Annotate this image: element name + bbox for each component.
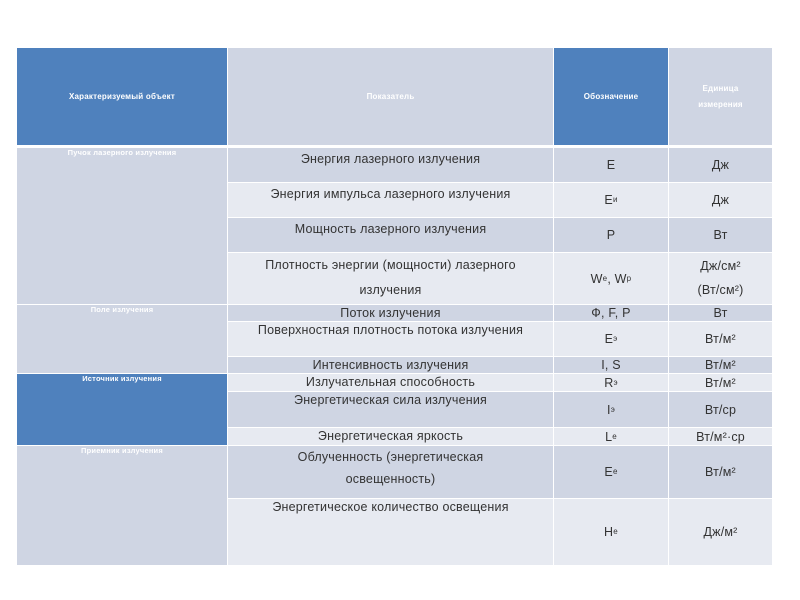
row-unit: Дж/м²: [669, 499, 772, 565]
header-indicator: Показатель: [228, 48, 553, 145]
header-separator: [17, 145, 772, 148]
row-symbol: R э: [554, 374, 668, 391]
row-symbol: Ф, F, P: [554, 305, 668, 321]
row-unit: Дж: [669, 183, 772, 217]
object-receiver: Приемник излучения: [17, 446, 227, 565]
row-indicator: Облученность (энергетическая освещенность): [228, 446, 553, 498]
header-object: Характеризуемый объект: [17, 48, 227, 145]
row-unit: Вт: [669, 305, 772, 321]
row-unit: Вт/м²: [669, 357, 772, 373]
row-unit: Вт/м²·ср: [669, 428, 772, 445]
row-symbol: W e , W p: [554, 253, 668, 304]
row-symbol: I э: [554, 392, 668, 427]
row-symbol: L e: [554, 428, 668, 445]
object-beam: Пучок лазерного излучения: [17, 148, 227, 304]
row-symbol: E: [554, 148, 668, 182]
row-indicator: Энергия импульса лазерного излучения: [228, 183, 553, 217]
row-unit: Вт/м²: [669, 374, 772, 391]
row-symbol: H e: [554, 499, 668, 565]
header-symbol: Обозначение: [554, 48, 668, 145]
row-indicator: Поток излучения: [228, 305, 553, 321]
row-symbol: E и: [554, 183, 668, 217]
row-unit: Дж/см² (Вт/см²): [669, 253, 772, 304]
row-indicator: Интенсивность излучения: [228, 357, 553, 373]
row-unit: Вт/ср: [669, 392, 772, 427]
header-unit: Единица измерения: [669, 48, 772, 145]
object-source: Источник излучения: [17, 374, 227, 445]
row-unit: Дж: [669, 148, 772, 182]
indicators-table: [17, 48, 772, 565]
row-indicator: Плотность энергии (мощности) лазерного излучения: [228, 253, 553, 304]
row-symbol: E э: [554, 322, 668, 356]
row-unit: Вт/м²: [669, 322, 772, 356]
row-unit: Вт/м²: [669, 446, 772, 498]
row-symbol: I, S: [554, 357, 668, 373]
row-indicator: Энергетическая яркость: [228, 428, 553, 445]
row-indicator: Энергетическое количество освещения: [228, 499, 553, 565]
row-indicator: Излучательная способность: [228, 374, 553, 391]
row-indicator: Энергетическая сила излучения: [228, 392, 553, 427]
row-unit: Вт: [669, 218, 772, 252]
object-field: Поле излучения: [17, 305, 227, 373]
row-symbol: E e: [554, 446, 668, 498]
row-indicator: Энергия лазерного излучения: [228, 148, 553, 182]
row-indicator: Мощность лазерного излучения: [228, 218, 553, 252]
row-indicator: Поверхностная плотность потока излучения: [228, 322, 553, 356]
row-symbol: P: [554, 218, 668, 252]
